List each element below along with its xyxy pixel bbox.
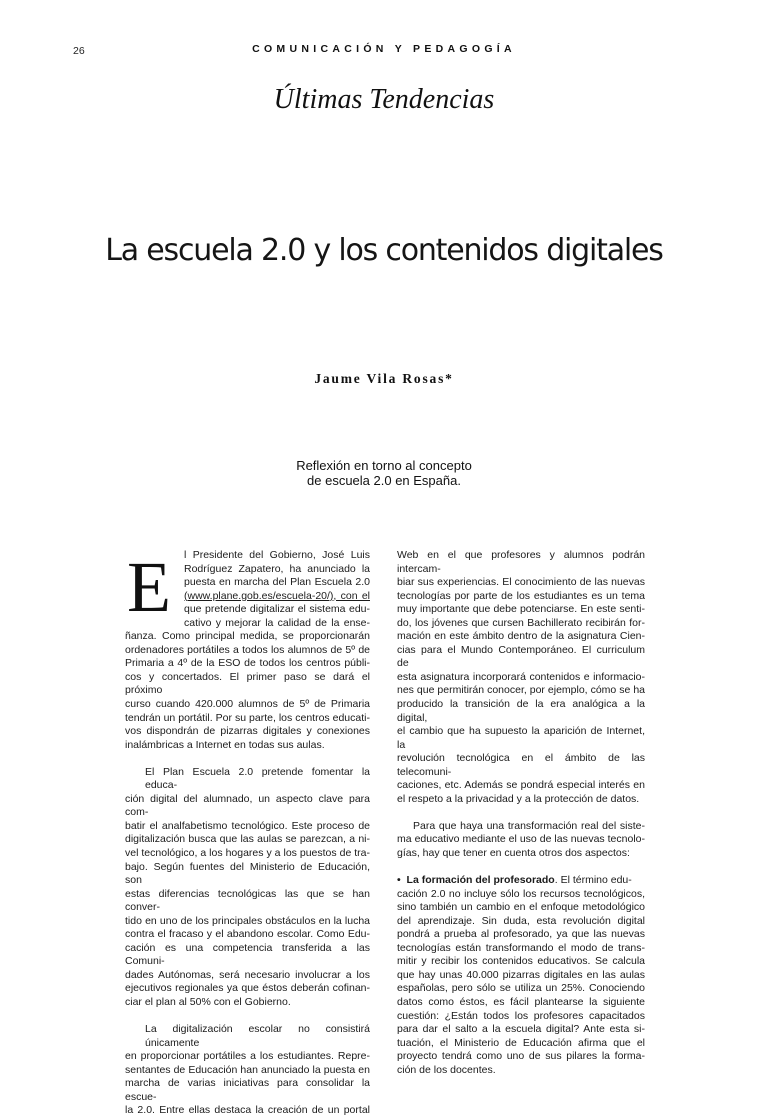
paragraph — [125, 766, 370, 1010]
text-line: el cambio que ha supuesto la aparición de Internet, la — [397, 725, 645, 751]
text-line: tecnologías por parte de los estudiantes es un tema — [397, 589, 645, 602]
text-line: tendrán un portátil. Por su parte, los centros educati- — [125, 711, 370, 724]
text-line: proyecto tendrá como uno de sus pilares la forma- — [397, 1050, 645, 1063]
bullet-icon: • — [397, 874, 401, 887]
paragraph — [397, 874, 645, 1077]
text-line: en proporcionar portátiles a los estudiantes. Repre- — [125, 1050, 370, 1063]
section-title: Últimas Tendencias — [273, 84, 495, 115]
text-line: nes que permitirán conocer, por ejemplo, cómo se ha — [397, 684, 645, 697]
text-line: bajo. Según fuentes del Ministerio de Educación, son — [125, 860, 370, 887]
paragraph — [125, 1023, 370, 1118]
paragraph — [397, 820, 645, 861]
text-line: cuestión: ¿Están todos los profesores capacitados — [397, 1009, 645, 1022]
paragraph — [397, 549, 645, 806]
text-line: sino también un cambio en el enfoque metodológico — [397, 901, 645, 914]
paragraph — [125, 549, 370, 752]
text-line: el respeto a la privacidad y a la protección de datos. — [397, 792, 640, 805]
right-column — [397, 549, 645, 1077]
text-line: tecnologías están transformando el modo de trans- — [397, 941, 645, 954]
text-line: marcha de varias iniciativas para consolidar la escue- — [125, 1077, 370, 1103]
text-line: estas diferencias tecnológicas las que se han conver- — [125, 887, 370, 914]
text-line: puesta en marcha del Plan Escuela 2.0 — [184, 576, 370, 589]
text-line: españolas, pero sólo se utiliza un 25%. Conociendo — [397, 982, 645, 995]
page-number: 26 — [73, 45, 85, 57]
text-line: ñanza. Como principal medida, se proporcionarán — [125, 630, 370, 643]
text-line: ejecutivos regionales ya que éstos deberán cofinan- — [125, 982, 370, 995]
plan-link[interactable]: (www.plane.gob.es/escuela-20/), con el — [184, 589, 370, 602]
text-fragment: . El término edu- — [554, 874, 632, 887]
article-subtitle — [0, 458, 768, 488]
text-line: para dar el salto a la escuela digital? Ante esta si- — [397, 1023, 645, 1036]
text-line: ción digital del alumnado, un aspecto clave para com- — [125, 792, 370, 819]
text-line: del aprendizaje. Sin duda, esta revolución digital — [397, 914, 645, 927]
text-line: Primaria a 4º de la ESO de todos los centros públi- — [125, 657, 370, 670]
text-line: curso cuando 420.000 alumnos de 5º de Primaria — [125, 698, 370, 711]
text-line: ciar el plan al 50% con el Gobierno. — [125, 996, 291, 1008]
subsection-heading: La formación del profesorado — [406, 874, 555, 887]
author-name: Jaume Vila Rosas* — [314, 371, 454, 386]
text-line: ordenadores portátiles a todos los alumnos de 5º de — [125, 643, 370, 656]
text-line: ma educativo mediante el uso de las nuevas tecnolo- — [397, 833, 645, 846]
text-line: biar sus experiencias. El conocimiento de las nuevas — [397, 576, 645, 589]
text-line: muy importante que debe potenciarse. En este senti- — [397, 603, 645, 616]
text-line: revolución tecnológica en el ámbito de las telecomuni- — [397, 752, 645, 778]
text-line: mitir y recibir los contenidos educativos. Se calcula — [397, 955, 645, 968]
text-line: producido la transición de la era analógica a la digital, — [397, 698, 645, 724]
text-line: inalámbricas a Internet en todas sus aulas. — [125, 738, 325, 751]
text-line: cos y concertados. El primer paso se dará el próximo — [125, 670, 370, 697]
drop-cap: E — [127, 547, 171, 627]
text-line: contra el fracaso y el abandono escolar. Como Edu- — [125, 928, 370, 941]
text-line: ción de los docentes. — [397, 1063, 496, 1076]
text-line: sentantes de Educación han anunciado la puesta en — [125, 1063, 370, 1076]
text-line: caciones, etc. Además se pondrá especial interés en — [397, 779, 645, 792]
text-line: datos como éstos, es fácil plantearse la siguiente — [397, 995, 645, 1008]
text-line: dades Autónomas, será necesario involucrar a los — [125, 968, 370, 981]
subtitle-line: Reflexión en torno al concepto — [296, 458, 472, 473]
text-line: Para que haya una transformación real del siste- — [413, 819, 645, 832]
text-line: esta asignatura incorporará contenidos e informacio- — [397, 670, 645, 683]
text-line: cación 2.0 no incluye sólo los recursos tecnológicos, — [397, 887, 645, 900]
text-line: batir el analfabetismo tecnológico. Este proceso de — [125, 819, 370, 832]
text-line: cativo y mejorar la calidad de la ense- — [184, 616, 370, 629]
text-line: tido en uno de los principales obstáculos en la lucha — [125, 914, 370, 927]
text-line: Web en el que profesores y alumnos podrán intercam- — [397, 549, 645, 575]
text-line: Rodríguez Zapatero, ha anunciado la — [184, 562, 370, 575]
left-column — [125, 549, 370, 1118]
text-line: tuación, el Ministerio de Educación afirma que el — [397, 1036, 645, 1049]
text-line: cias para el Mundo Contemporáneo. El curriculum de — [397, 643, 645, 670]
text-line — [397, 874, 645, 888]
text-line: la 2.0. Entre ellas destaca la creación de un portal — [125, 1104, 370, 1117]
text-line: La digitalización escolar no consistirá únicamente — [145, 1023, 370, 1049]
text-line: El Plan Escuela 2.0 pretende fomentar la educa- — [145, 765, 370, 792]
text-line: vos dispondrán de pizarras digitales y conexiones — [125, 725, 370, 738]
text-line: digitalización busca que las aulas se parezcan, a ni- — [125, 833, 370, 846]
text-line: l Presidente del Gobierno, José Luis — [184, 549, 370, 561]
subtitle-line: de escuela 2.0 en España. — [307, 473, 461, 488]
text-line: gías, hay que tener en cuenta otros dos aspectos: — [397, 846, 630, 859]
running-header: COMUNICACIÓN Y PEDAGOGÍA — [252, 43, 516, 55]
text-line: vel tecnológico, a los hogares y a los puestos de tra- — [125, 846, 370, 859]
article-title: La escuela 2.0 y los contenidos digitales — [105, 233, 663, 268]
text-line: pondrá a prueba al profesorado, ya que las nuevas — [397, 928, 645, 941]
text-line: que hay unas 40.000 pizarras digitales en las aulas — [397, 968, 645, 981]
text-line: mación en este ámbito dentro de la asignatura Cien- — [397, 630, 645, 643]
text-line: do, los jóvenes que cursen Bachillerato recibirán for- — [397, 616, 645, 629]
text-line: que pretende digitalizar el sistema edu- — [184, 603, 370, 616]
text-line: cación es una competencia transferida a las Comuni- — [125, 941, 370, 968]
